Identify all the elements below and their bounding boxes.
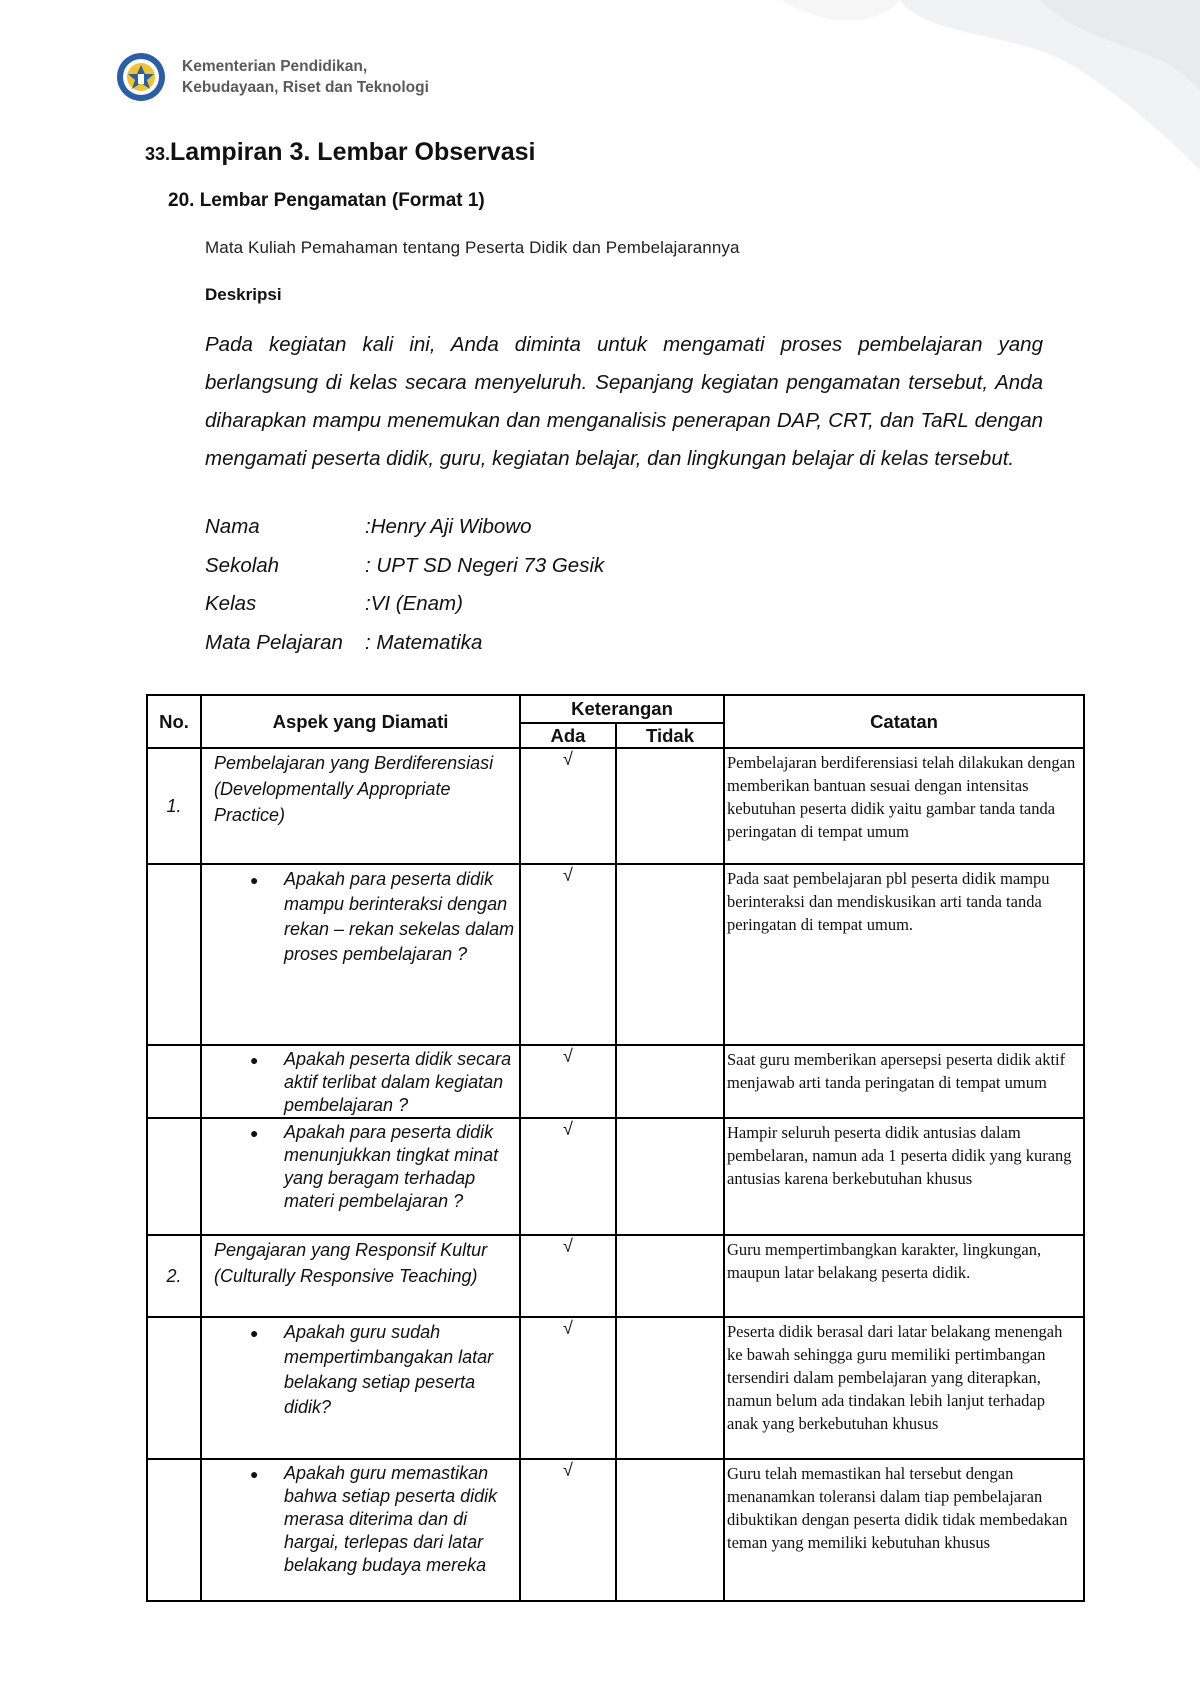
question-text: Apakah para peserta didik mampu berinteraksi dengan rekan – rekan sekelas dalam proses pembelajaran ?: [284, 869, 515, 964]
check-ada: √: [520, 864, 616, 1045]
table-row: [147, 1045, 1084, 1118]
aspect-cell: [201, 1045, 520, 1118]
check-tidak: [616, 748, 724, 864]
subsection-title: 20. Lembar Pengamatan (Format 1): [168, 190, 485, 211]
info-label: Mata Pelajaran: [205, 630, 343, 654]
aspect-text: Pembelajaran yang Berdiferensiasi (Developmentally Appropriate Practice): [201, 748, 520, 864]
table-row: [147, 1317, 1084, 1459]
question-text: Apakah guru sudah mempertimbangakan latar belakang setiap peserta didik?: [284, 1322, 494, 1417]
row-number: 2.: [147, 1235, 201, 1317]
check-ada: √: [520, 1317, 616, 1459]
note-text: Guru mempertimbangkan karakter, lingkungan, maupun latar belakang peserta didik.: [724, 1235, 1084, 1317]
row-number: [147, 1118, 201, 1235]
info-value: : UPT SD Negeri 73 Gesik: [365, 553, 605, 577]
check-tidak: [616, 1235, 724, 1317]
row-number: [147, 1317, 201, 1459]
aspect-cell: [201, 1459, 520, 1601]
identity-info: [205, 515, 604, 669]
info-label: Sekolah: [205, 553, 280, 577]
info-row-sekolah: [205, 554, 604, 593]
note-text: Pada saat pembelajaran pbl peserta didik mampu berinteraksi dan mendiskusikan arti tanda tanda peringatan di tempat umum.: [724, 864, 1084, 1045]
description-text: Pada kegiatan kali ini, Anda diminta untuk mengamati proses pembelajaran yang berlangsung di kelas secara menyeluruh. Sepanjang kegiatan pengamatan tersebut, Anda diharapkan mampu menemukan dan menganalisis penerapan DAP, CRT, dan TaRL dengan mengamati peserta didik, guru, kegiatan belajar, dan lingkungan belajar di kelas tersebut.: [205, 333, 1043, 470]
note-text: Pembelajaran berdiferensiasi telah dilakukan dengan memberikan bantuan sesuai dengan intensitas kebutuhan peserta didik yaitu gambar tanda tanda peringatan di tempat umum: [724, 748, 1084, 864]
check-tidak: [616, 1317, 724, 1459]
header-tidak: Tidak: [616, 723, 724, 748]
table-row: [147, 1118, 1084, 1235]
organization-name: [182, 56, 429, 98]
row-number: [147, 1459, 201, 1601]
description-label: Deskripsi: [205, 285, 282, 304]
observation-table: [146, 694, 1085, 1602]
aspect-cell: [201, 1317, 520, 1459]
course-name: Mata Kuliah Pemahaman tentang Peserta Didik dan Pembelajarannya: [205, 238, 740, 257]
row-number: [147, 864, 201, 1045]
section-number: 33.: [145, 144, 171, 164]
info-row-mata-pelajaran: [205, 631, 604, 670]
org-line-1: Kementerian Pendidikan,: [182, 58, 368, 75]
bullet-icon: ●: [250, 1325, 259, 1341]
check-ada: √: [520, 748, 616, 864]
check-tidak: [616, 1459, 724, 1601]
info-value: :Henry Aji Wibowo: [365, 515, 532, 538]
bullet-icon: ●: [250, 872, 259, 888]
header-catatan: Catatan: [724, 695, 1084, 748]
decorative-background-shape: [780, 0, 1200, 260]
document-header: [116, 52, 429, 102]
check-tidak: [616, 864, 724, 1045]
info-value: :VI (Enam): [365, 592, 463, 615]
org-line-2: Kebudayaan, Riset dan Teknologi: [182, 79, 429, 96]
header-ada: Ada: [520, 723, 616, 748]
info-label: Nama: [205, 515, 260, 538]
check-ada: √: [520, 1235, 616, 1317]
check-ada: √: [520, 1045, 616, 1118]
info-label: Kelas: [205, 592, 257, 615]
info-row-nama: [205, 515, 604, 554]
header-keterangan: Keterangan: [520, 695, 724, 723]
check-tidak: [616, 1045, 724, 1118]
aspect-cell: [201, 864, 520, 1045]
note-text: Saat guru memberikan apersepsi peserta didik aktif menjawab arti tanda peringatan di tempat umum: [724, 1045, 1084, 1118]
row-number: [147, 1045, 201, 1118]
aspect-text: Pengajaran yang Responsif Kultur (Culturally Responsive Teaching): [201, 1235, 520, 1317]
kemdikbud-logo-icon: [116, 52, 166, 102]
header-aspect: Aspek yang Diamati: [201, 695, 520, 748]
table-row: [147, 1235, 1084, 1317]
section-title-text: Lampiran 3. Lembar Observasi: [170, 138, 536, 166]
table-row: [147, 864, 1084, 1045]
info-row-kelas: [205, 592, 604, 631]
question-text: Apakah para peserta didik menunjukkan tingkat minat yang beragam terhadap materi pembelajaran ?: [284, 1122, 499, 1211]
bullet-icon: ●: [250, 1052, 259, 1068]
note-text: Hampir seluruh peserta didik antusias dalam pembelaran, namun ada 1 peserta didik yang kurang antusias karena berkebutuhan khusus: [724, 1118, 1084, 1235]
question-text: Apakah peserta didik secara aktif terlibat dalam kegiatan pembelajaran ?: [284, 1049, 512, 1115]
check-ada: √: [520, 1118, 616, 1235]
aspect-cell: [201, 1118, 520, 1235]
bullet-icon: ●: [250, 1466, 259, 1482]
table-row: [147, 1459, 1084, 1601]
bullet-icon: ●: [250, 1125, 259, 1141]
note-text: Guru telah memastikan hal tersebut dengan menanamkan toleransi dalam tiap pembelajaran dibuktikan dengan peserta didik tidak membedakan teman yang memiliki kebutuhan khusus: [724, 1459, 1084, 1601]
note-text: Peserta didik berasal dari latar belakang menengah ke bawah sehingga guru memiliki pertimbangan tersendiri dalam pembelajaran yang diterapkan, namun belum ada tindakan lebih lanjut terhadap anak yang berkebutuhan khusus: [724, 1317, 1084, 1459]
check-tidak: [616, 1118, 724, 1235]
question-text: Apakah guru memastikan bahwa setiap peserta didik merasa diterima dan di hargai, terlepas dari latar belakang budaya mereka: [284, 1463, 498, 1575]
table-row: [147, 748, 1084, 864]
header-no: No.: [147, 695, 201, 748]
row-number: 1.: [147, 748, 201, 864]
section-title: [145, 138, 535, 167]
info-value: : Matematika: [365, 630, 483, 654]
check-ada: √: [520, 1459, 616, 1601]
